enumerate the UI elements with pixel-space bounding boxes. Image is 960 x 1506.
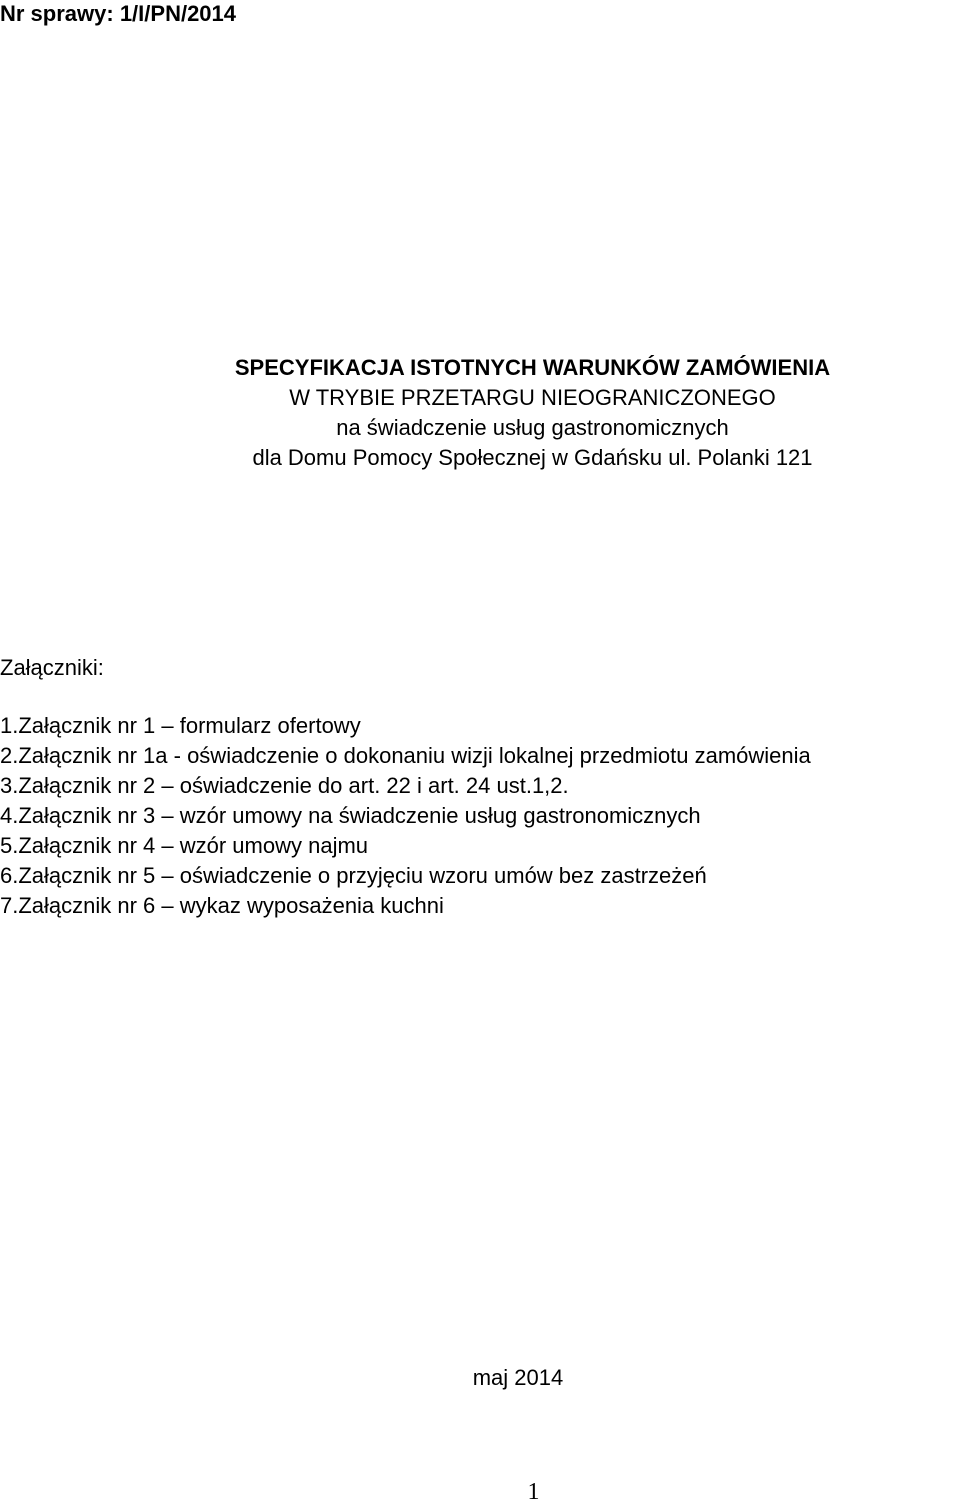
attachment-item-3: 4.Załącznik nr 3 – wzór umowy na świadczenie usług gastronomicznych — [0, 803, 701, 828]
client-line: dla Domu Pomocy Społecznej w Gdańsku ul. Polanki 121 — [252, 445, 813, 470]
document-date: maj 2014 — [472, 1365, 564, 1390]
document-title: SPECYFIKACJA ISTOTNYCH WARUNKÓW ZAMÓWIENIA — [234, 355, 831, 380]
subject-line: na świadczenie usług gastronomicznych — [336, 415, 729, 440]
document-title-block — [0, 353, 960, 473]
attachment-item-5: 6.Załącznik nr 5 – oświadczenie o przyjęciu wzoru umów bez zastrzeżeń — [0, 863, 707, 888]
attachment-item-1: 1.Załącznik nr 1 – formularz ofertowy — [0, 713, 361, 738]
attachment-item-2: 3.Załącznik nr 2 – oświadczenie do art. 22 i art. 24 ust.1,2. — [0, 773, 569, 798]
procedure-type-line: W TRYBIE PRZETARGU NIEOGRANICZONEGO — [289, 385, 776, 410]
attachment-item-6: 7.Załącznik nr 6 – wykaz wyposażenia kuchni — [0, 893, 444, 918]
attachment-list — [0, 711, 811, 921]
attachment-item-4: 5.Załącznik nr 4 – wzór umowy najmu — [0, 833, 369, 858]
case-number: Nr sprawy: 1/I/PN/2014 — [0, 1, 237, 26]
attachment-item-1a: 2.Załącznik nr 1a - oświadczenie o dokonaniu wizji lokalnej przedmiotu zamówienia — [0, 743, 811, 768]
page-number: 1 — [527, 1479, 540, 1505]
attachments-heading: Załączniki: — [0, 655, 104, 680]
